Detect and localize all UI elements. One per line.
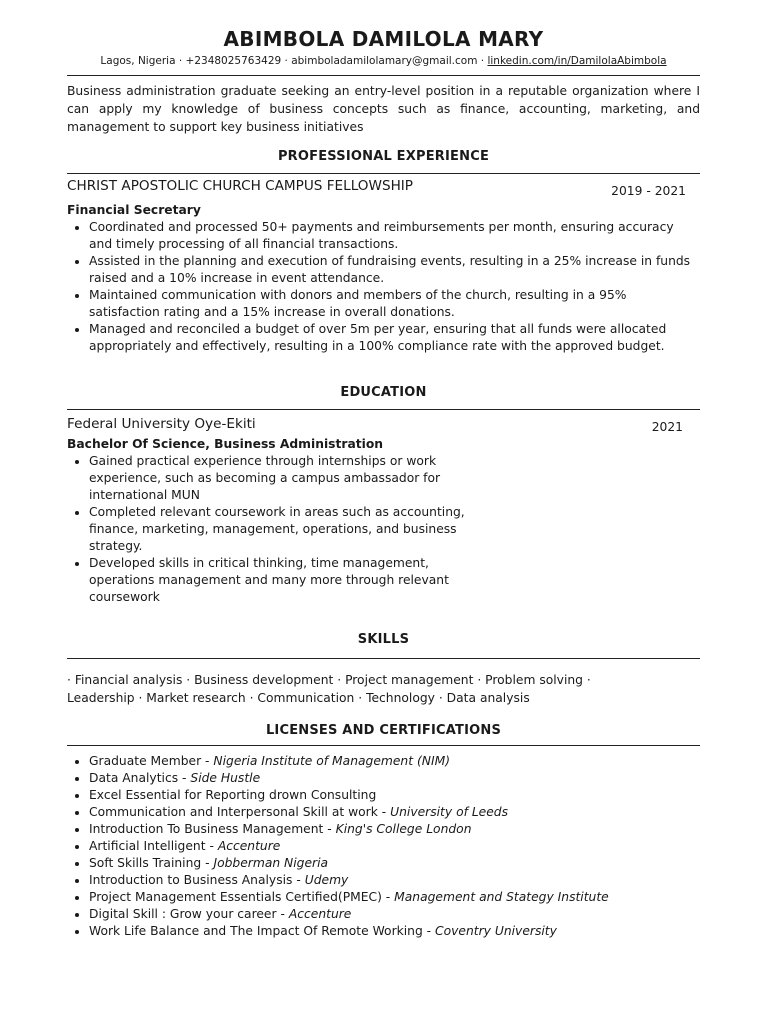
- experience-bullet: • Coordinated and processed 50+ payments and reimbursements per month, ensuring accuracy and timely processing of all financial transactions.: [89, 219, 700, 253]
- skills-divider: [67, 658, 700, 659]
- certification-item: [89, 923, 700, 940]
- education-divider: [67, 409, 700, 410]
- certification-name: Work Life Balance and The Impact Of Remote Working: [89, 924, 423, 938]
- experience-dates: 2019 - 2021: [611, 184, 686, 198]
- certification-name: Excel Essential for Reporting drown Consulting: [89, 788, 377, 802]
- contact-separator: ·: [477, 55, 488, 67]
- experience-organization: CHRIST APOSTOLIC CHURCH CAMPUS FELLOWSHIP: [67, 178, 413, 194]
- candidate-name: ABIMBOLA DAMILOLA MARY: [223, 27, 544, 51]
- certification-separator: -: [201, 856, 214, 870]
- certification-item: [89, 770, 700, 787]
- certification-issuer: Coventry University: [435, 924, 557, 938]
- certifications-section-title: LICENSES AND CERTIFICATIONS: [265, 723, 502, 738]
- education-year: 2021: [651, 420, 683, 434]
- certification-issuer: Nigeria Institute of Management (NIM): [213, 754, 450, 768]
- certification-separator: -: [205, 839, 218, 853]
- certification-name: Soft Skills Training: [89, 856, 202, 870]
- certification-name: Data Analytics: [89, 771, 179, 785]
- certification-issuer: Side Hustle: [190, 771, 261, 785]
- phone-text: +2348025763429: [185, 55, 282, 67]
- certification-item: [89, 787, 700, 804]
- certification-item: [89, 821, 700, 838]
- education-school: Federal University Oye-Ekiti: [67, 416, 256, 432]
- skills-text: [67, 671, 700, 707]
- certification-separator: -: [377, 805, 391, 819]
- experience-bullet-list: [67, 219, 700, 355]
- certification-item: [89, 906, 700, 923]
- contact-separator: ·: [281, 55, 292, 67]
- certification-separator: -: [178, 771, 191, 785]
- certification-issuer: Jobberman Nigeria: [213, 856, 329, 870]
- certification-issuer: Udemy: [304, 873, 349, 887]
- certifications-divider: [67, 745, 700, 746]
- email-text[interactable]: abimboladamilolamary@gmail.com: [291, 55, 478, 67]
- certification-name: Project Management Essentials Certified(PMEC): [89, 890, 382, 904]
- contact-line: [67, 54, 700, 68]
- certification-name: Artificial Intelligent: [89, 839, 206, 853]
- experience-role: Financial Secretary: [67, 203, 201, 217]
- linkedin-link[interactable]: linkedin.com/in/DamilolaAbimbola: [487, 55, 667, 67]
- education-entry-header: [67, 416, 700, 436]
- certification-name: Introduction To Business Management: [89, 822, 324, 836]
- skills-section-title: SKILLS: [357, 632, 410, 647]
- certification-separator: -: [276, 907, 289, 921]
- header-divider: [67, 75, 700, 76]
- certification-name: Introduction to Business Analysis: [89, 873, 293, 887]
- education-bullet: • Completed relevant coursework in areas such as accounting, finance, marketing, management, operations, and business strategy.: [89, 504, 479, 555]
- location-text: Lagos, Nigeria: [100, 55, 176, 67]
- certification-item: [89, 753, 700, 770]
- skills-line: · Financial analysis · Business development · Project management · Problem solving ·: [67, 673, 591, 687]
- certification-issuer: Management and Stategy Institute: [394, 890, 609, 904]
- education-bullet-list: [67, 453, 700, 606]
- summary-text: Business administration graduate seeking an entry-level position in a reputable organization where I can apply my knowledge of business concepts such as finance, accounting, marketing, and management to support key business initiatives: [67, 84, 700, 134]
- experience-entry-header: [67, 178, 700, 200]
- certification-separator: -: [381, 890, 395, 904]
- experience-section-title: PROFESSIONAL EXPERIENCE: [277, 149, 490, 164]
- certification-item: [89, 855, 700, 872]
- experience-bullet: • Assisted in the planning and execution of fundraising events, resulting in a 25% increase in funds raised and a 10% increase in event attendance.: [89, 253, 700, 287]
- certification-item: [89, 889, 700, 906]
- certification-issuer: University of Leeds: [390, 805, 509, 819]
- education-bullet: • Developed skills in critical thinking, time management, operations management and many more through relevant coursework: [89, 555, 479, 606]
- education-degree: Bachelor Of Science, Business Administration: [67, 437, 384, 451]
- certification-separator: -: [422, 924, 436, 938]
- education-section-title: EDUCATION: [340, 385, 427, 400]
- certification-issuer: King's College London: [335, 822, 472, 836]
- certification-separator: -: [323, 822, 336, 836]
- skills-line: Leadership · Market research · Communication · Technology · Data analysis: [67, 691, 530, 705]
- certification-issuer: Accenture: [217, 839, 281, 853]
- experience-bullet: • Maintained communication with donors and members of the church, resulting in a 95% satisfaction rating and a 15% increase in overall donations.: [89, 287, 700, 321]
- certification-separator: -: [201, 754, 214, 768]
- resume-page: [67, 26, 700, 940]
- experience-divider: [67, 173, 700, 174]
- certification-name: Graduate Member: [89, 754, 202, 768]
- certification-issuer: Accenture: [288, 907, 352, 921]
- certification-item: [89, 872, 700, 889]
- certification-name: Digital Skill : Grow your career: [89, 907, 277, 921]
- education-bullet: • Gained practical experience through internships or work experience, such as becoming a campus ambassador for international MUN: [89, 453, 479, 504]
- certification-item: [89, 804, 700, 821]
- certification-item: [89, 838, 700, 855]
- certification-name: Communication and Interpersonal Skill at work: [89, 805, 378, 819]
- certifications-list: [67, 753, 700, 940]
- experience-bullet: • Managed and reconciled a budget of over 5m per year, ensuring that all funds were allocated appropriately and effectively, resulting in a 100% compliance rate with the approved budget.: [89, 321, 700, 355]
- certification-separator: -: [292, 873, 305, 887]
- contact-separator: ·: [175, 55, 186, 67]
